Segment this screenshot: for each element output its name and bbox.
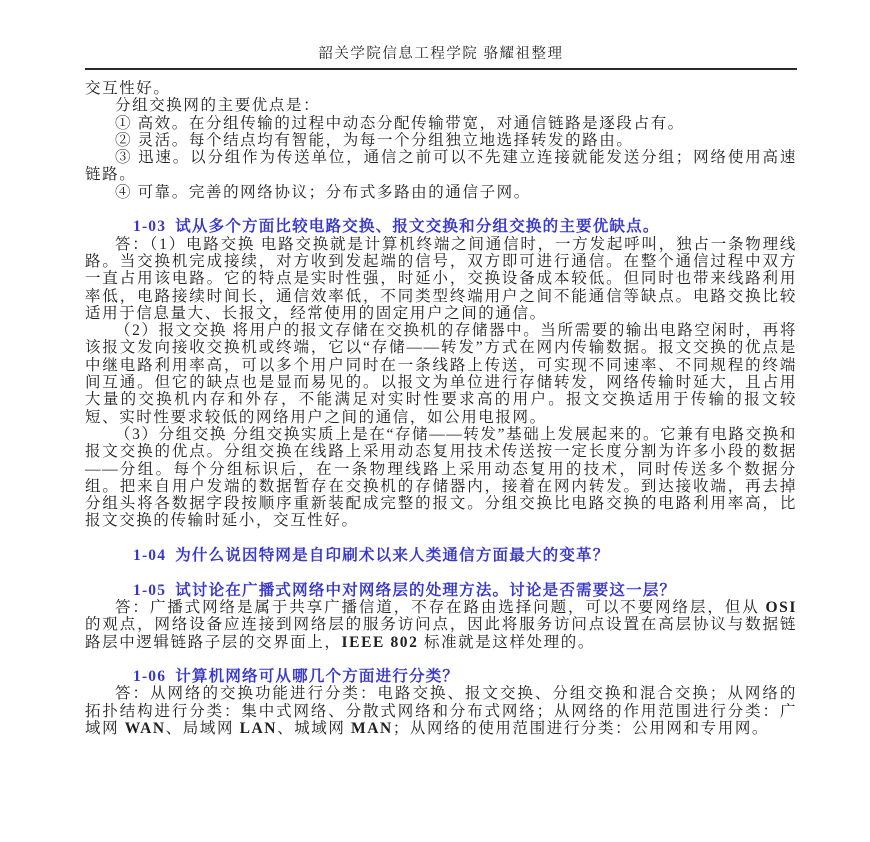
question-heading <box>85 547 797 564</box>
text-run: 试讨论在广播式网络中对网络层的处理方法。讨论是否需要这一层？ <box>175 581 677 599</box>
paragraph <box>85 426 797 530</box>
text-run: ② 灵活。每个结点均有智能，为每一个分组独立地选择转发的路由。 <box>115 131 634 149</box>
text-run: ；从网络的使用范围进行分类：公用网和专用网。 <box>392 719 770 737</box>
page-header <box>85 42 797 70</box>
paragraph <box>85 322 797 426</box>
text-run: 答：广播式网络是属于共享广播信道，不存在路由选择问题，可以不要网络层，但从 <box>115 598 766 616</box>
paragraph <box>85 685 797 737</box>
question-heading <box>85 218 797 235</box>
paragraph <box>85 149 797 184</box>
paragraph <box>85 184 797 201</box>
text-run: （3）分组交换 分组交换实质上是在“存储——转发”基础上发展起来的。它兼有电路交换和报文交换的优点。分组交换在线路上采用动态复用技术传送按一定长度分割为许多小段的数据——分组。每个分组标识后，在一条物理线路上采用动态复用的技术，同时传送多个数据分组。把来自用户发端的数据暂存在交换机的存储器内，接着在网内转发。到达接收端，再去掉分组头将各数据字段按顺序重新装配成完整的报文。分组交换比电路交换的电路利用率高，比报文交换的传输时延小，交互性好。 <box>85 425 797 530</box>
paragraph <box>85 599 797 651</box>
text-run: IEEE 802 <box>341 633 419 651</box>
text-run: 为什么说因特网是自印刷术以来人类通信方面最大的变革？ <box>175 547 610 565</box>
text-run: 答：从网络的交换功能进行分类：电路交换、报文交换、分组交换和混合交换；从网络的拓扑结构进行分类：集中式网络、分散式网络和分布式网络；从网络的作用范围进行分类：广域网 <box>85 685 797 737</box>
text-run: 分组交换网的主要优点是： <box>115 97 321 115</box>
document-body <box>85 80 797 737</box>
paragraph <box>85 132 797 149</box>
text-run: （2）报文交换 将用户的报文存储在交换机的存储器中。当所需要的输出电路空闲时，再将该报文发向接收交换机或终端，它以“存储——转发”方式在网内传输数据。报文交换的优点是中继电路利用率高，可以多个用户同时在一条线路上传送，可实现不同速率、不同规程的终端间互通。但它的缺点也是显而易见的。以报文为单位进行存储转发，网络传输时延大，且占用大量的交换机内存和外存，不能满足对实时性要求高的用户。报文交换适用于传输的报文较短、实时性要求较低的网络用户之间的通信，如公用电报网。 <box>85 322 797 426</box>
text-run: OSI <box>765 598 797 616</box>
paragraph <box>85 97 797 114</box>
text-run: 计算机网络可从哪几个方面进行分类？ <box>175 668 460 686</box>
text-run: 答：（1）电路交换 电路交换就是计算机终端之间通信时，一方发起呼叫，独占一条物理线路。当交换机完成接续，对方收到发起端的信号，双方即可进行通信。在整个通信过程中双方一直占用该电路。它的特点是实时性强，时延小，交换设备成本较低。但同时也带来线路利用率低，电路接续时间长，通信效率低，不同类型终端用户之间不能通信等缺点。电路交换比较适用于信息量大、长报文，经常使用的固定用户之间的通信。 <box>85 235 797 322</box>
text-run: ① 高效。在分组传输的过程中动态分配传输带宽，对通信链路是逐段占有。 <box>115 114 685 132</box>
paragraph <box>85 80 797 97</box>
paragraph <box>85 236 797 322</box>
question-heading <box>85 668 797 685</box>
question-number: 1-05 <box>133 581 167 599</box>
text-run: 标准就是这样处理的。 <box>418 633 595 651</box>
text-run: 试从多个方面比较电路交换、报文交换和分组交换的主要优缺点。 <box>175 218 660 236</box>
question-number: 1-06 <box>133 668 167 686</box>
question-number: 1-03 <box>133 218 167 236</box>
text-run: 、城域网 <box>277 719 351 737</box>
header-text: 韶关学院信息工程学院 骆耀祖整理 <box>318 46 564 62</box>
text-run: LAN <box>239 719 278 737</box>
paragraph <box>85 115 797 132</box>
text-run: ④ 可靠。完善的网络协议；分布式多路由的通信子网。 <box>115 183 531 201</box>
text-run: 交互性好。 <box>85 80 171 97</box>
question-number: 1-04 <box>133 547 167 565</box>
text-run: MAN <box>350 719 393 737</box>
question-heading <box>85 582 797 599</box>
text-run: ③ 迅速。以分组作为传送单位，通信之前可以不先建立连接就能发送分组；网络使用高速链路。 <box>85 149 797 184</box>
text-run: 、局域网 <box>165 719 240 737</box>
text-run: WAN <box>124 719 166 737</box>
text-run: 的观点，网络设备应连接到网络层的服务访问点，因此将服务访问点设置在高层协议与数据链路层中逻辑链路子层的交界面上， <box>85 616 797 651</box>
